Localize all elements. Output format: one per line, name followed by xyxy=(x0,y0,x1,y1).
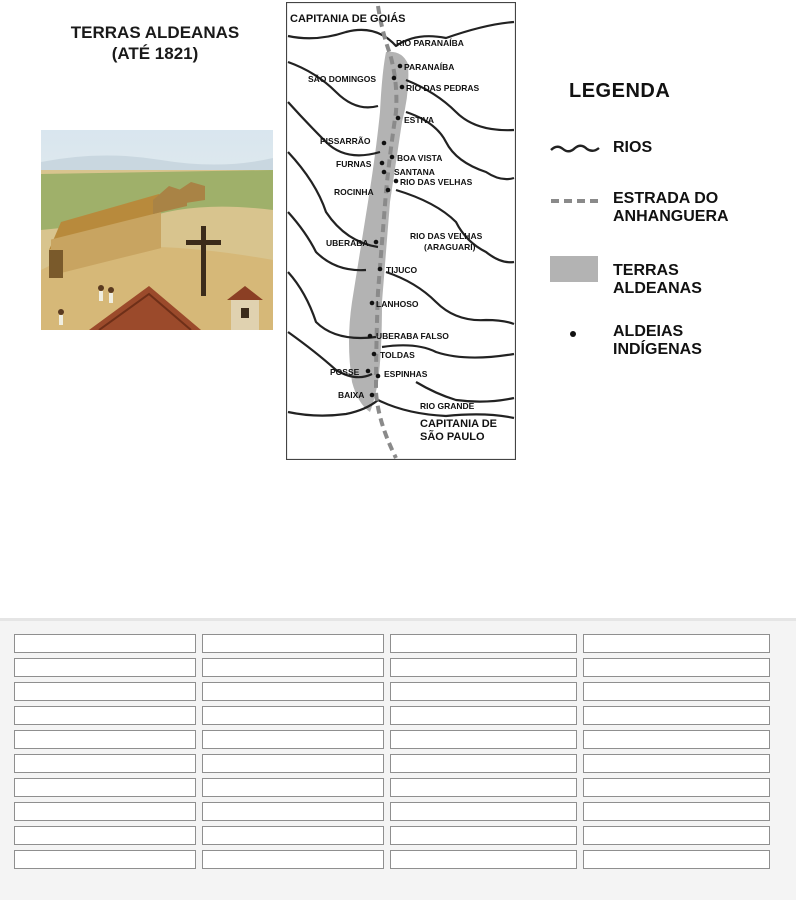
legend-terras-line1: TERRAS xyxy=(613,262,679,279)
label-baixa: BAIXA xyxy=(338,390,365,400)
table-row xyxy=(14,682,770,701)
legend-title: LEGENDA xyxy=(569,80,671,102)
table-cell xyxy=(390,850,577,869)
label-boa-vista: BOA VISTA xyxy=(397,153,443,163)
table-row xyxy=(14,778,770,797)
table-cell xyxy=(202,706,384,725)
label-capitania-goias: CAPITANIA DE GOIÁS xyxy=(290,13,406,25)
dot-lanhoso xyxy=(370,301,375,306)
table-cell xyxy=(14,778,196,797)
dot-espinhas xyxy=(376,374,381,379)
table-cell xyxy=(390,634,577,653)
table-cell xyxy=(390,730,577,749)
dot-paranaiba xyxy=(398,64,403,69)
legend-terras-line2: ALDEANAS xyxy=(613,280,702,297)
legend-rios: RIOS xyxy=(613,139,653,156)
table-cell xyxy=(202,682,384,701)
table-cell xyxy=(390,706,577,725)
table-cell xyxy=(14,826,196,845)
dot-rio-das-velhas xyxy=(394,179,399,184)
table-row xyxy=(14,826,770,845)
dot-boa-vista xyxy=(390,155,395,160)
dot-tijuco xyxy=(378,267,383,272)
label-espinhas: ESPINHAS xyxy=(384,369,428,379)
legend-aldeias-line1: ALDEIAS xyxy=(613,323,684,340)
label-rio-das-pedras: RIO DAS PEDRAS xyxy=(406,83,480,93)
dot-uberaba-falso xyxy=(368,334,373,339)
table-cell xyxy=(583,850,770,869)
label-rio-grande: RIO GRANDE xyxy=(420,401,475,411)
dot-rio-das-pedras xyxy=(400,85,405,90)
legend-aldeias xyxy=(613,323,702,359)
label-uberaba-falso: UBERABA FALSO xyxy=(376,331,449,341)
label-capitania-sp-2: SÃO PAULO xyxy=(420,431,485,443)
map-title-line1: TERRAS ALDEANAS xyxy=(70,23,240,42)
label-pissarrao: PISSARRÃO xyxy=(320,136,371,146)
dot-santana xyxy=(382,170,387,175)
label-rocinha: ROCINHA xyxy=(334,187,374,197)
legend-estrada-line2: ANHANGUERA xyxy=(613,208,729,225)
table-cell xyxy=(14,634,196,653)
table-cell xyxy=(14,706,196,725)
table-cell xyxy=(390,778,577,797)
table-row xyxy=(14,634,770,653)
label-tijuco: TIJUCO xyxy=(386,265,418,275)
label-posse: POSSE xyxy=(330,367,360,377)
dot-furnas xyxy=(380,161,385,166)
table-cell xyxy=(202,754,384,773)
label-rio-das-velhas: RIO DAS VELHAS xyxy=(410,231,483,241)
label-lanhoso: LANHOSO xyxy=(376,299,419,309)
dot-toldas xyxy=(372,352,377,357)
dot-uberaba xyxy=(374,240,379,245)
table-cell xyxy=(390,826,577,845)
label-estiva: ESTIVA xyxy=(404,115,435,125)
table-cell xyxy=(202,802,384,821)
label-capitania-sp-1: CAPITANIA DE xyxy=(420,418,497,430)
table-cell xyxy=(583,754,770,773)
table-cell xyxy=(14,754,196,773)
table-cell xyxy=(390,658,577,677)
table-cell xyxy=(14,850,196,869)
empty-table-panel xyxy=(0,618,796,900)
table-cell xyxy=(583,802,770,821)
legend-terras-swatch xyxy=(550,256,598,282)
table-cell xyxy=(202,730,384,749)
table-cell xyxy=(14,730,196,749)
legend-aldeia-dot xyxy=(570,331,576,337)
dot-posse xyxy=(366,369,371,374)
aldeias-map xyxy=(286,2,516,460)
table-cell xyxy=(202,634,384,653)
table-row xyxy=(14,706,770,725)
dot-sao-domingos xyxy=(392,76,397,81)
legend-road-symbol xyxy=(549,196,605,206)
table-cell xyxy=(583,826,770,845)
dot-pissarrao xyxy=(382,141,387,146)
table-cell xyxy=(390,802,577,821)
table-cell xyxy=(14,658,196,677)
map-title xyxy=(40,22,270,64)
table-row xyxy=(14,802,770,821)
label-uberaba: UBERABA xyxy=(326,238,369,248)
label-rio-paranaiba: RIO PARANAÍBA xyxy=(396,38,464,48)
table-cell xyxy=(202,778,384,797)
legend-aldeias-line2: INDÍGENAS xyxy=(613,341,702,358)
table-cell xyxy=(583,634,770,653)
table-cell xyxy=(390,754,577,773)
empty-table xyxy=(8,629,776,874)
table-cell xyxy=(202,658,384,677)
table-cell xyxy=(583,778,770,797)
label-paranaiba: PARANAÍBA xyxy=(404,62,455,72)
table-row xyxy=(14,658,770,677)
legend-estrada xyxy=(613,190,729,226)
label-rio-das-velhas-aldeia: RIO DAS VELHAS xyxy=(400,177,473,187)
label-sao-domingos: SÃO DOMINGOS xyxy=(308,74,377,84)
legend-estrada-line1: ESTRADA DO xyxy=(613,190,719,207)
table-cell xyxy=(583,682,770,701)
label-santana: SANTANA xyxy=(394,167,435,177)
table-cell xyxy=(390,682,577,701)
table-row xyxy=(14,754,770,773)
table-cell xyxy=(14,682,196,701)
label-furnas: FURNAS xyxy=(336,159,372,169)
dot-estiva xyxy=(396,116,401,121)
label-araguari: (ARAGUARI) xyxy=(424,242,476,252)
table-cell xyxy=(583,658,770,677)
village-painting xyxy=(41,130,273,330)
label-toldas: TOLDAS xyxy=(380,350,415,360)
legend-terras xyxy=(613,262,702,298)
map-title-line2: (ATÉ 1821) xyxy=(111,44,199,63)
table-cell xyxy=(583,730,770,749)
table-cell xyxy=(14,802,196,821)
dot-rocinha xyxy=(386,188,391,193)
table-row xyxy=(14,850,770,869)
table-cell xyxy=(583,706,770,725)
table-row xyxy=(14,730,770,749)
dot-baixa xyxy=(370,393,375,398)
legend-river-symbol xyxy=(549,140,601,156)
table-cell xyxy=(202,850,384,869)
table-cell xyxy=(202,826,384,845)
